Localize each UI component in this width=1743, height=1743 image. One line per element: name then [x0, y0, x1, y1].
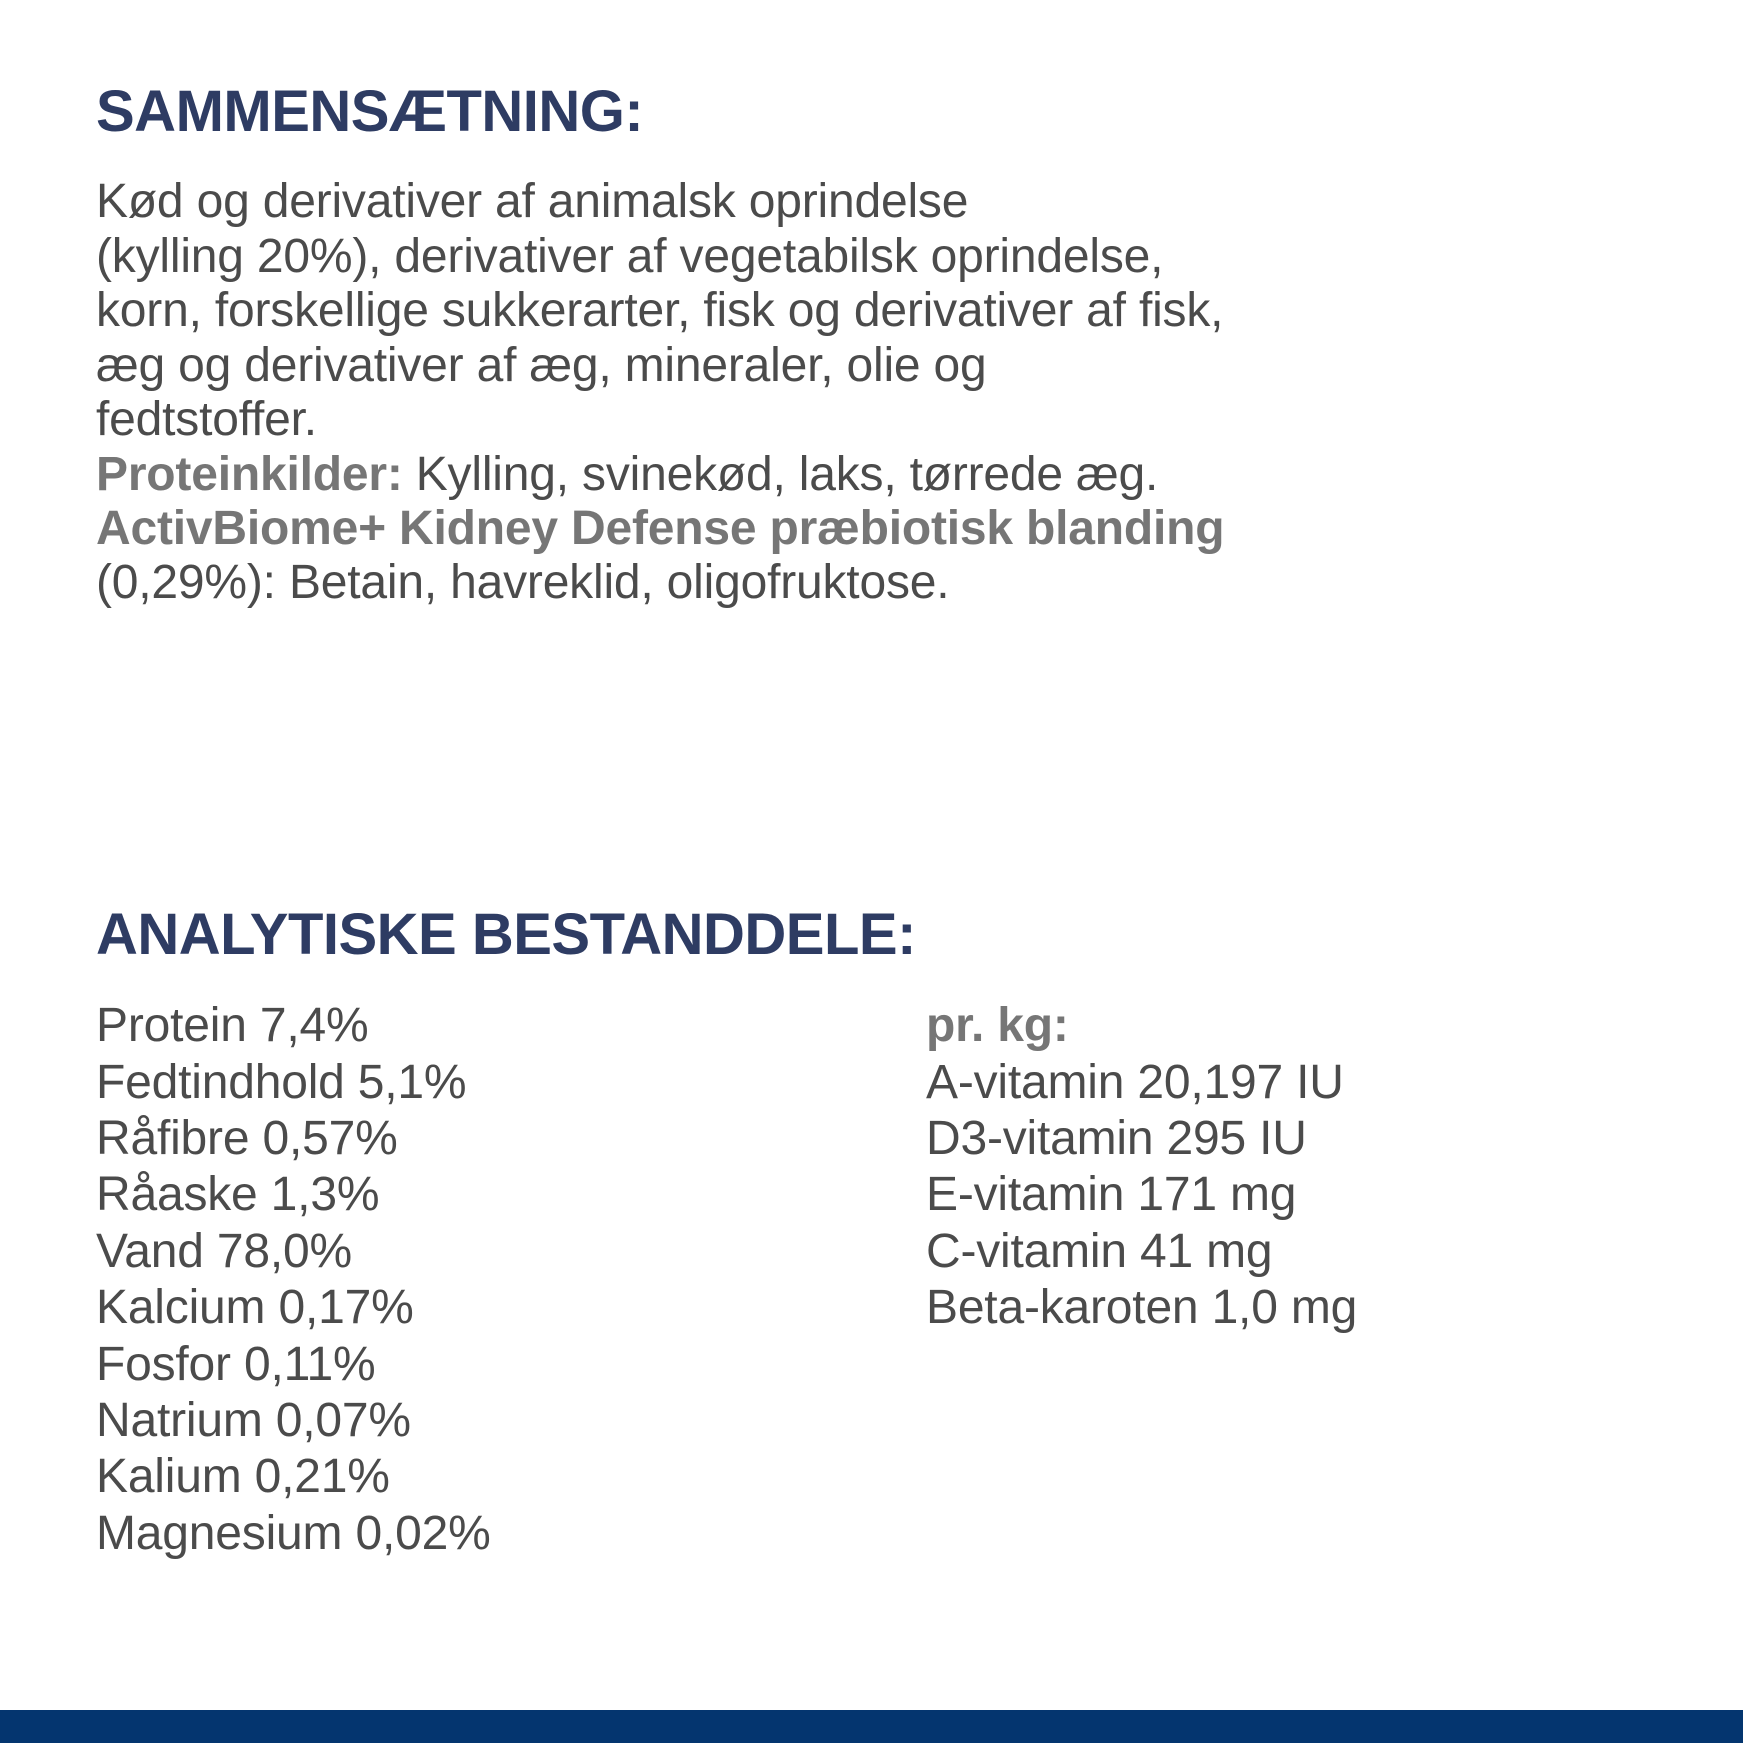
nutrient-item: Råfibre 0,57%: [96, 1111, 398, 1165]
nutrient-item: Natrium 0,07%: [96, 1393, 411, 1447]
analytical-right-column: [926, 998, 1696, 1336]
protein-sources-label: Proteinkilder:: [96, 447, 403, 501]
vitamin-item: Beta-karoten 1,0 mg: [926, 1281, 1358, 1335]
nutrient-item: Protein 7,4%: [96, 999, 369, 1053]
ingredient-line-3: korn, forskellige sukkerarter, fisk og derivativer af fisk,: [96, 284, 1224, 338]
vitamin-item: E-vitamin 171 mg: [926, 1168, 1297, 1222]
nutrient-item: Kalcium 0,17%: [96, 1281, 414, 1335]
analytical-left-column: [96, 998, 926, 1562]
ingredient-line-1: Kød og derivativer af animalsk oprindelse: [96, 175, 969, 229]
nutrient-item: Fedtindhold 5,1%: [96, 1055, 467, 1109]
bottom-brand-bar: [0, 1710, 1743, 1743]
prebiotic-blend-value: (0,29%): Betain, havreklid, oligofruktose.: [96, 556, 950, 610]
ingredient-line-2: (kylling 20%), derivativer af vegetabilsk oprindelse,: [96, 229, 1164, 283]
prebiotic-blend-label: ActivBiome+ Kidney Defense præbiotisk blanding: [96, 501, 1225, 555]
composition-body: [96, 175, 1696, 611]
analytical-heading: ANALYTISKE BESTANDDELE:: [96, 902, 916, 967]
per-kilogram-label: pr. kg:: [926, 999, 1069, 1053]
nutrient-item: Fosfor 0,11%: [96, 1337, 376, 1391]
ingredient-line-4: æg og derivativer af æg, mineraler, olie og: [96, 338, 987, 392]
vitamin-item: D3-vitamin 295 IU: [926, 1111, 1307, 1165]
nutrient-list-left: [96, 998, 926, 1562]
vitamin-item: A-vitamin 20,197 IU: [926, 1055, 1344, 1109]
protein-sources-value: Kylling, svinekød, laks, tørrede æg.: [402, 447, 1159, 501]
analytical-constituents-section: [96, 902, 1696, 1562]
nutrient-item: Magnesium 0,02%: [96, 1506, 491, 1560]
vitamin-list-right: [926, 1055, 1696, 1337]
ingredient-line-5: fedtstoffer.: [96, 393, 317, 447]
analytical-columns: [96, 998, 1696, 1562]
composition-heading: SAMMENSÆTNING:: [96, 79, 644, 144]
nutrient-item: Kalium 0,21%: [96, 1450, 390, 1504]
protein-sources-line: [96, 448, 1696, 502]
vitamin-item: C-vitamin 41 mg: [926, 1224, 1273, 1278]
nutrient-item: Råaske 1,3%: [96, 1168, 380, 1222]
composition-section: [96, 79, 1696, 611]
nutrient-item: Vand 78,0%: [96, 1224, 352, 1278]
